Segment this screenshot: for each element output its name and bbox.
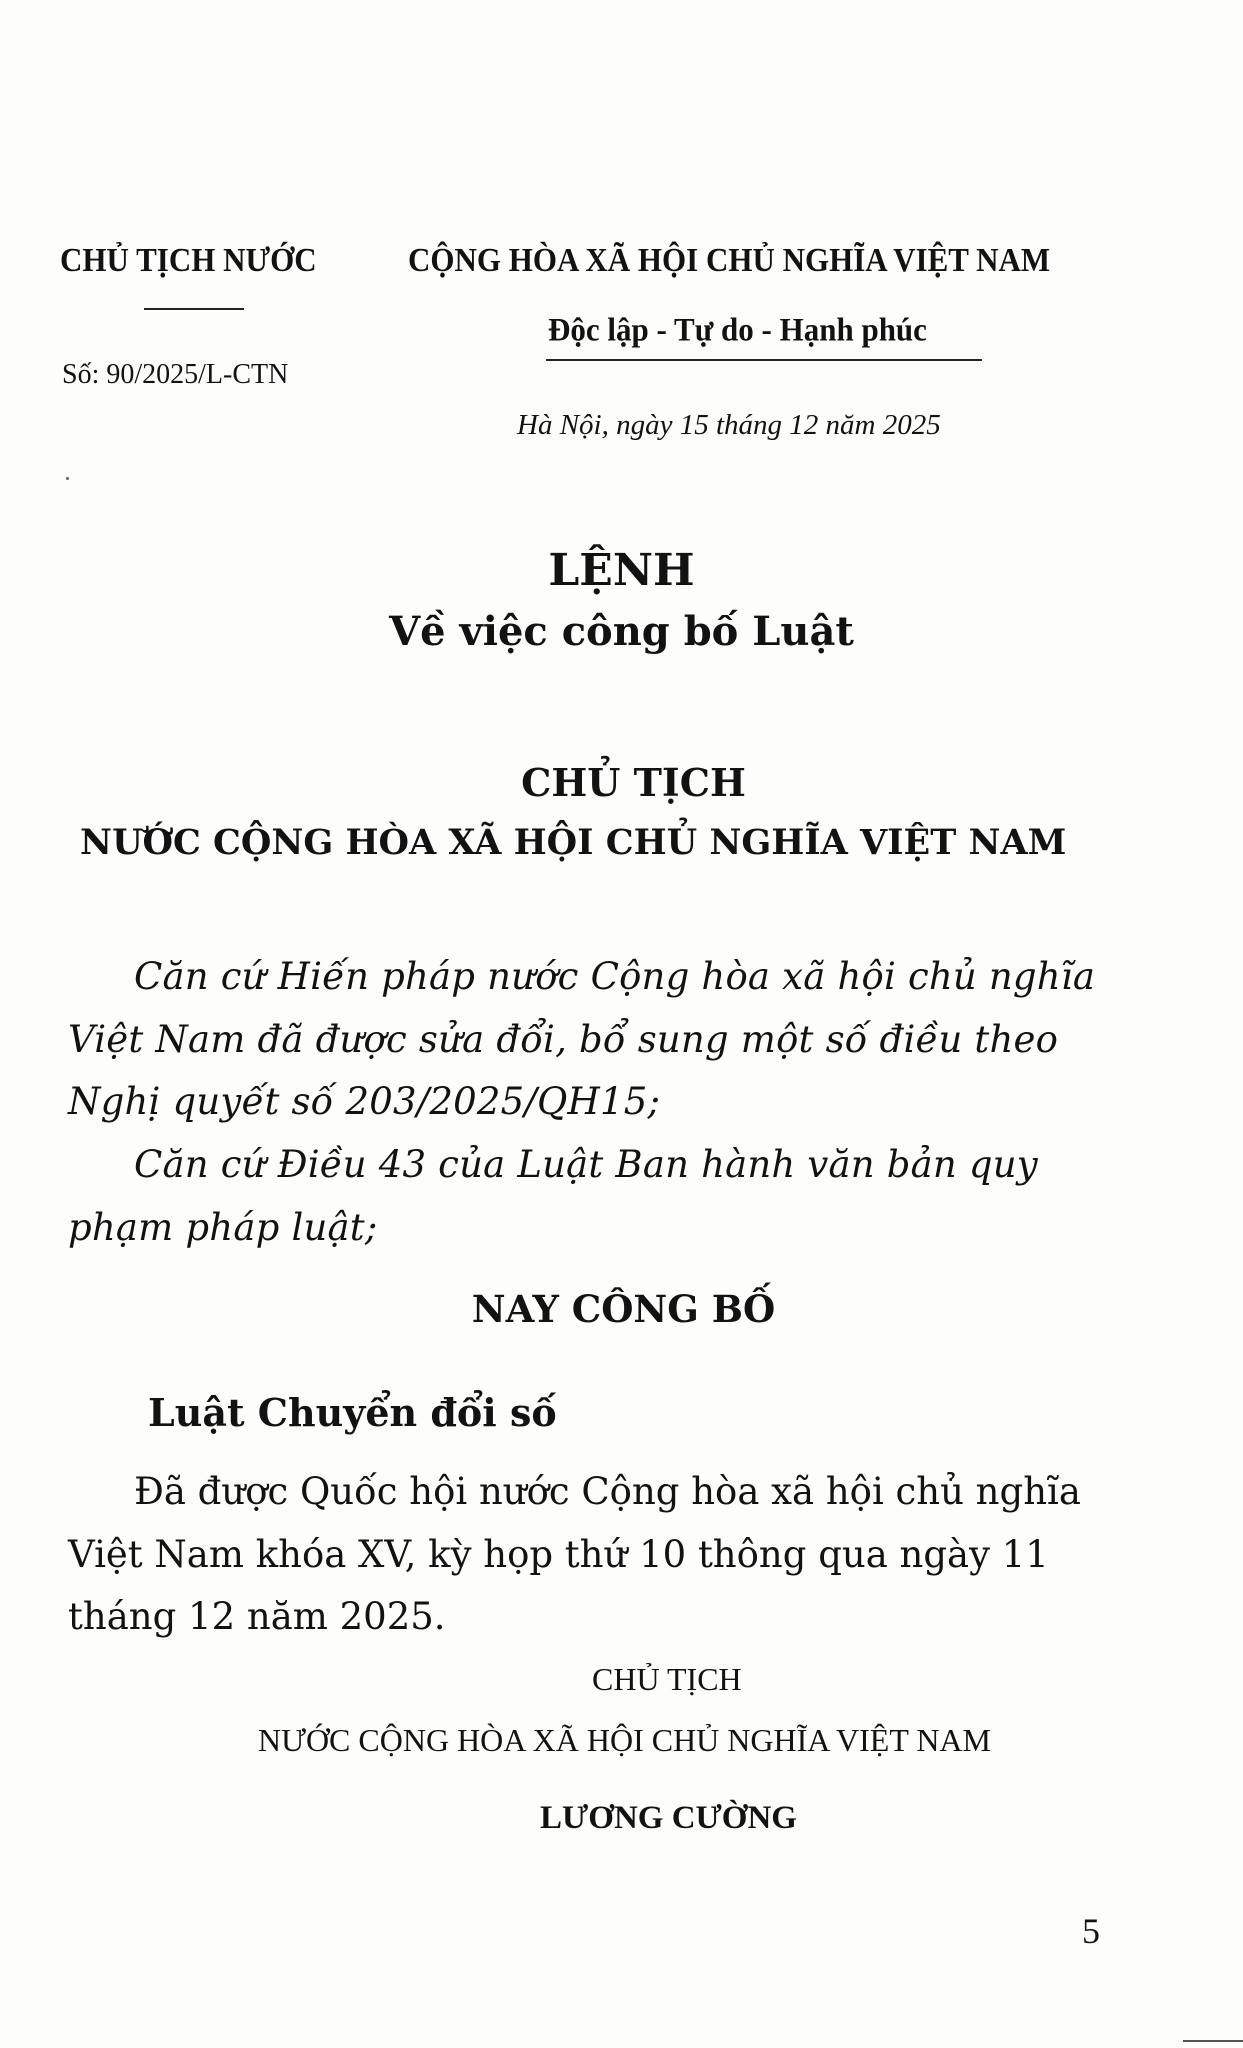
document-subtitle: Về việc công bố Luật [389, 608, 854, 655]
page-number: 5 [1082, 1911, 1100, 1951]
document-number: Số: 90/2025/L-CTN [62, 359, 289, 390]
signatory-organization: NƯỚC CỘNG HÒA XÃ HỘI CHỦ NGHĨA VIỆT NAM [258, 1722, 991, 1758]
passage-line: tháng 12 năm 2025. [68, 1595, 446, 1638]
promulgation-heading: NAY CÔNG BỐ [471, 1287, 776, 1331]
issuer-underline [144, 308, 244, 310]
authority-organization: NƯỚC CỘNG HÒA XÃ HỘI CHỦ NGHĨA VIỆT NAM [80, 822, 1067, 863]
scan-edge-mark [1183, 2040, 1243, 2042]
preamble-line: Căn cứ Hiến pháp nước Cộng hòa xã hội chủ nghĩa [134, 955, 1096, 998]
country-name: CỘNG HÒA XÃ HỘI CHỦ NGHĨA VIỆT NAM [408, 240, 1051, 279]
passage-line: Việt Nam khóa XV, kỳ họp thứ 10 thông qua ngày 11 [68, 1533, 1049, 1576]
scan-speck [66, 477, 69, 480]
law-name: Luật Chuyển đổi số [148, 1390, 557, 1435]
national-motto: Độc lập - Tự do - Hạnh phúc [548, 310, 927, 349]
document-title: LỆNH [548, 545, 695, 596]
preamble-line: phạm pháp luật; [68, 1206, 378, 1249]
place-date: Hà Nội, ngày 15 tháng 12 năm 2025 [517, 409, 941, 441]
preamble-line: Nghị quyết số 203/2025/QH15; [68, 1080, 661, 1123]
preamble-line: Căn cứ Điều 43 của Luật Ban hành văn bản quy [134, 1143, 1038, 1186]
issuer-name: CHỦ TỊCH NƯỚC [60, 240, 317, 279]
preamble-line: Việt Nam đã được sửa đổi, bổ sung một số điều theo [68, 1018, 1059, 1061]
authority-title: CHỦ TỊCH [521, 760, 746, 805]
passage-line: Đã được Quốc hội nước Cộng hòa xã hội chủ nghĩa [134, 1470, 1081, 1513]
motto-underline [546, 359, 982, 361]
signatory-title: CHỦ TỊCH [592, 1661, 742, 1697]
signatory-name: LƯƠNG CƯỜNG [540, 1800, 797, 1836]
